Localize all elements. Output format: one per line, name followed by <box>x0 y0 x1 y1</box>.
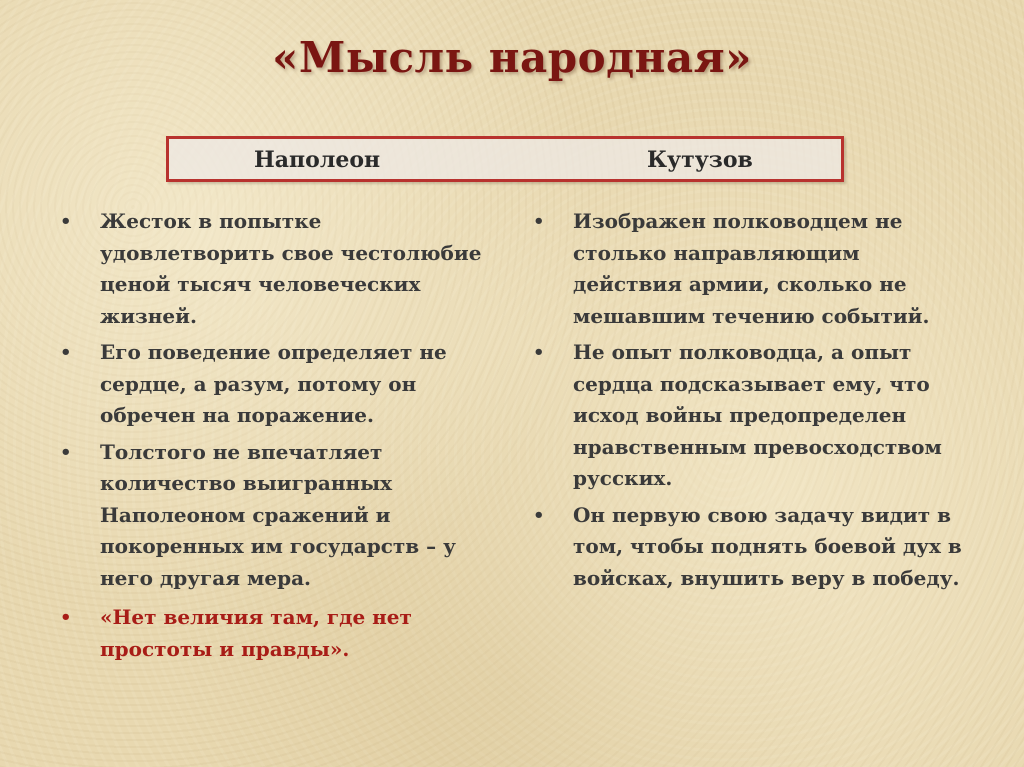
list-item-text: Его поведение определяет не сердце, а разум, потому он обречен на поражение. <box>100 340 447 427</box>
list-item <box>60 437 490 595</box>
bullet-icon: • <box>533 504 545 526</box>
comparison-header <box>166 136 844 182</box>
header-kutuzov: Кутузов <box>647 147 753 173</box>
tolstoy-quote <box>60 602 490 665</box>
list-item-text: Изображен полководцем не столько направляющим действия армии, сколько не мешавшим течению событий. <box>573 209 930 328</box>
bullet-icon: • <box>60 441 72 463</box>
kutuzov-list <box>533 206 973 594</box>
napoleon-list <box>60 206 490 665</box>
list-item <box>533 206 973 332</box>
list-item <box>533 337 973 495</box>
list-item <box>60 206 490 332</box>
list-item <box>533 500 973 595</box>
quote-text: «Нет величия там, где нет простоты и правды». <box>100 605 412 661</box>
kutuzov-column <box>533 206 973 599</box>
bullet-icon: • <box>60 607 72 628</box>
list-item <box>60 337 490 432</box>
bullet-icon: • <box>60 211 72 232</box>
list-item-text: Жесток в попытке удовлетворить свое честолюбие ценой тысяч человеческих жизней. <box>100 209 482 328</box>
list-item-text: Толстого не впечатляет количество выигранных Наполеоном сражений и покоренных им государств – у него другая мера. <box>100 439 456 590</box>
header-napoleon: Наполеон <box>254 147 381 173</box>
bullet-icon: • <box>533 342 545 363</box>
slide-title: «Мысль народная» <box>272 33 752 82</box>
list-item-text: Он первую свою задачу видит в том, чтобы поднять боевой дух в войсках, внушить веру в победу. <box>573 502 962 590</box>
bullet-icon: • <box>60 342 72 363</box>
list-item-text: Не опыт полководца, а опыт сердца подсказывает ему, что исход войны предопределен нравственным превосходством русских. <box>573 340 942 490</box>
napoleon-column <box>60 206 490 670</box>
bullet-icon: • <box>533 211 545 232</box>
